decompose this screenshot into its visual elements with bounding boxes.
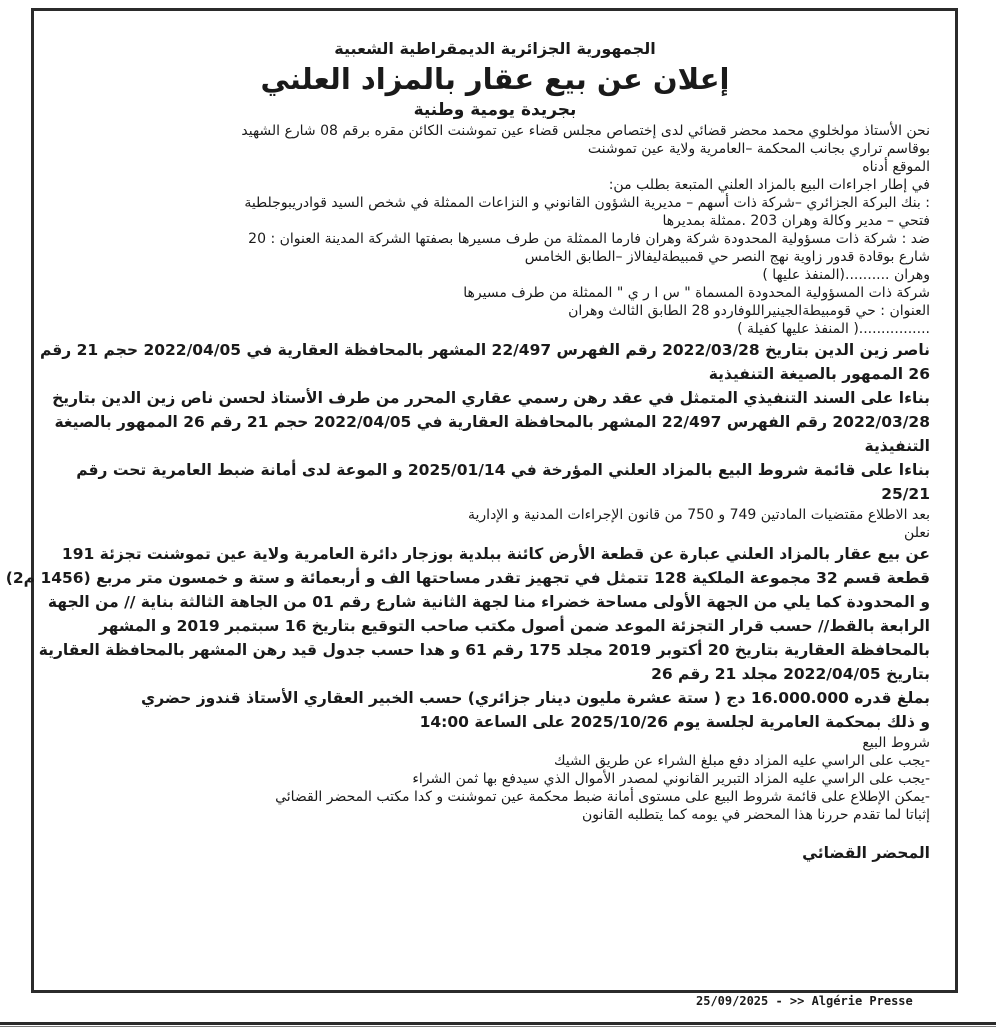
body-line: في إطار اجراءات البيع بالمزاد العلني المتبعة بطلب من:	[608, 177, 930, 193]
body-line: 2022/03/28 رقم الفهرس 22/497 المشهر بالمحافظة العقارية في 2022/04/05 حجم 21 رقم 26 الممهور بالصيغة	[54, 413, 930, 431]
body-line: بعد الاطلاع مقتضيات المادتين 749 و 750 من قانون الإجراءات المدنية و الإدارية	[468, 507, 930, 523]
bottom-rule-thin	[0, 1026, 996, 1027]
bottom-rule	[0, 1022, 996, 1025]
body-line: ................( المنفذ عليها كفيلة )	[737, 321, 930, 337]
notice-subtitle: بجريدة يومية وطنية	[413, 100, 577, 120]
body-line: شركة ذات المسؤولية المحدودة المسماة " س ا ر ي " الممثلة من طرف مسيرها	[463, 285, 930, 301]
footer-source: 25/09/2025 - >> Algérie Presse	[690, 993, 952, 1009]
body-line: التنفيذية	[864, 437, 930, 455]
sale-conditions-heading: شروط البيع	[862, 735, 930, 751]
body-line: -يجب على الراسي عليه المزاد التبرير القانوني لمصدر الأموال الذي سيدفع بها ثمن الشراء	[412, 771, 930, 787]
body-line: بالمحافظة العقارية بتاريخ 20 أكتوبر 2019 مجلد 175 رقم 61 و هدا حسب جدول قيد رهن المشهر بالمحافظة العقارية	[38, 641, 930, 659]
body-line: 25/21	[881, 485, 930, 503]
body-line: الموقع أدناه	[862, 159, 930, 175]
body-line: نحن الأستاذ مولخلوي محمد محضر قضائي لدى إختصاص مجلس قضاء عين تموشنت الكائن مقره برقم 08 شارع الشهيد	[241, 123, 930, 139]
body-line: بملغ قدره 16.000.000 دج ( ستة عشرة مليون دينار جزائري) حسب الخبير العقاري الأستاذ قندوز حضري	[141, 689, 930, 707]
body-line: العنوان : حي قومبيطةالجينيراللوفاردو 28 الطابق الثالث وهران	[568, 303, 930, 319]
notice-title: إعلان عن بيع عقار بالمزاد العلني	[260, 62, 730, 96]
body-line: عن بيع عقار بالمزاد العلني عبارة عن قطعة الأرض كائنة ببلدية بوزجار دائرة العامرية ولاية عين تموشنت تجزئة 191	[61, 545, 930, 563]
body-line: : بنك البركة الجزائري –شركة ذات أسهم – مديرية الشؤون القانوني و النزاعات الممثلة في شخص السيد قوادريبوجلطية	[244, 195, 930, 211]
body-line: فتحي – مدير وكالة وهران 203 .ممثلة بمديرها	[662, 213, 930, 229]
body-line: -يمكن الإطلاع على قائمة شروط البيع على مستوى أمانة ضبط محكمة عين تموشنت و كدا مكتب المحضر القضائي	[275, 789, 930, 805]
body-line: الرابعة بالقط// حسب قرار التجزئة الموعد ضمن أصول مكتب صاحب التوقيع بتاريخ 16 سبتمبر 2019 و المشهر	[98, 617, 930, 635]
body-line: بناءا على قائمة شروط البيع بالمزاد العلني المؤرخة في 2025/01/14 و الموعة لدى أمانة ضبط العامرية تحت رقم	[76, 461, 930, 479]
body-line: -يجب على الراسي عليه المزاد دفع مبلغ الشراء عن طريق الشيك	[553, 753, 930, 769]
body-line: وهران ..........(المنفذ عليها )	[762, 267, 930, 283]
body-line: بتاريخ 2022/04/05 مجلد 21 رقم 26	[651, 665, 930, 683]
body-line: بناءا على السند التنفيذي المتمثل في عقد رهن رسمي عقاري المحرر من طرف الأستاذ لحسن ناص زين الدين بتاريخ	[52, 389, 930, 407]
body-line: 26 الممهور بالصيغة التنفيذية	[708, 365, 930, 383]
body-line: شارع بوقادة قدور زاوية نهج النصر حي قمبيطةليفالاز –الطابق الخامس	[524, 249, 930, 265]
body-line: و ذلك بمحكمة العامرية لجلسة يوم 2025/10/26 على الساعة 14:00	[419, 713, 930, 731]
signature: المحضر القضائي	[802, 844, 930, 862]
body-line: ضد : شركة ذات مسؤولية المحدودة شركة وهران فارما الممثلة من طرف مسيرها بصفتها الشركة المدينة العنوان : 20	[248, 231, 930, 247]
body-line: نعلن	[904, 525, 930, 541]
body-line: و المحدودة كما يلي من الجهة الأولى مساحة خضراء منا لجهة الثانية شارع رقم 01 من الجاهة الثالثة بناية // من الجهة	[47, 593, 930, 611]
body-line: ناصر زين الدين بتاريخ 2022/03/28 رقم الفهرس 22/497 المشهر بالمحافظة العقارية في 2022/04/05 حجم 21 رقم	[39, 341, 930, 359]
body-line: إثباتا لما تقدم حررنا هذا المحضر في يومه كما يتطلبه القانون	[581, 807, 930, 823]
body-line: بوقاسم تراري بجانب المحكمة –العامرية ولاية عين تموشنت	[587, 141, 930, 157]
republic-heading: الجمهورية الجزائرية الديمقراطية الشعبية	[334, 39, 656, 58]
body-line: قطعة قسم 32 مجموعة الملكية 128 تتمثل في تجهيز تقدر مساحتها الف و أربعمائة و ستة و خمسون متر مربع (1456 م2)	[5, 569, 930, 587]
notice-content	[5, 38, 930, 864]
